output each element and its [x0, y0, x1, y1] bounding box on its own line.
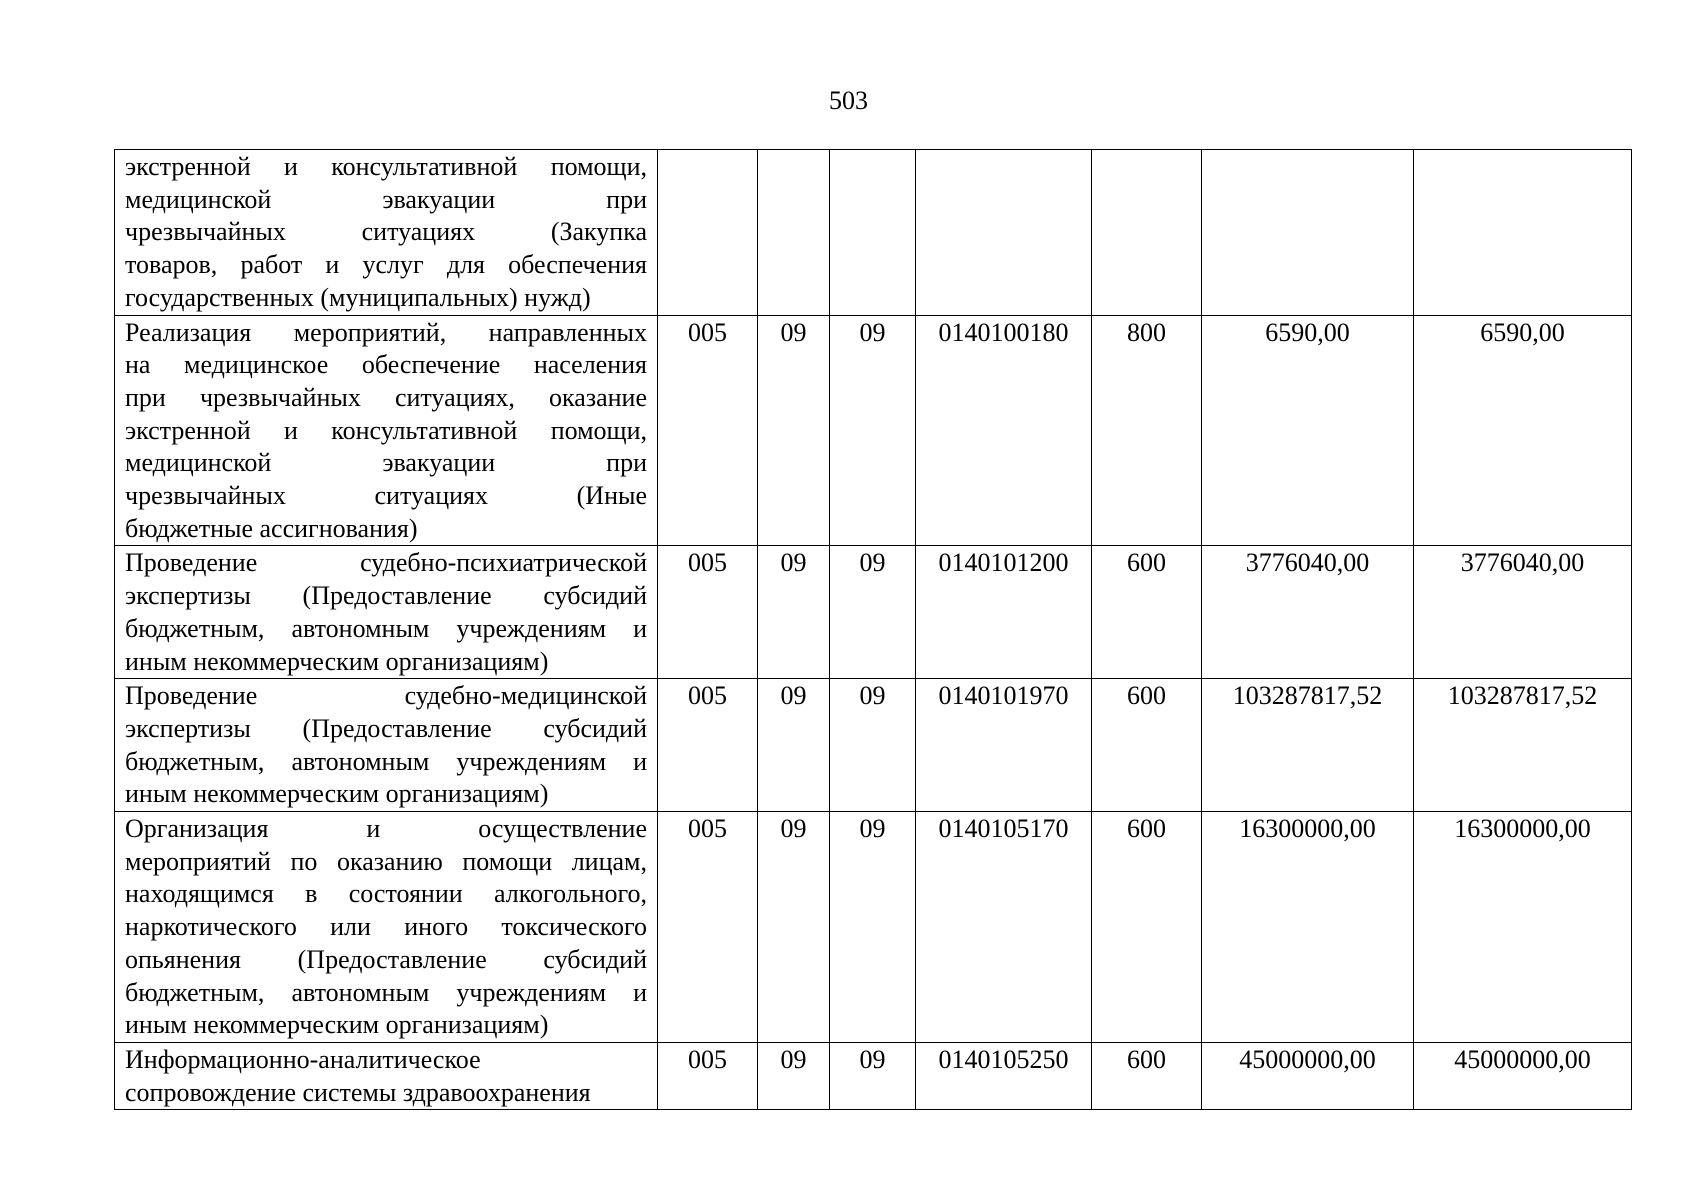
description-line: чрезвычайных ситуациях (Закупка [125, 217, 647, 247]
description-line: Проведение судебно-психиатрической [125, 548, 647, 578]
amount-2-cell [1414, 150, 1632, 316]
section-code-cell [758, 150, 830, 316]
subsection-code-cell: 09 [830, 315, 916, 546]
table-row [115, 812, 1632, 1043]
description-line: при чрезвычайных ситуациях, оказание [125, 382, 647, 412]
description-line: бюджетным, автономным учреждениям и [125, 977, 647, 1007]
description-line: мероприятий по оказанию помощи лицам, [125, 846, 647, 876]
description-line: Реализация мероприятий, направленных [125, 317, 647, 347]
description-cell [115, 150, 658, 316]
section-code-cell: 09 [758, 315, 830, 546]
ministry-code-cell: 005 [658, 812, 758, 1043]
table-body [115, 150, 1632, 1110]
description-line: медицинской эвакуации при [125, 448, 647, 478]
description-line: бюджетным, автономным учреждениям и [125, 613, 647, 643]
description-line: экстренной и консультативной помощи, [125, 152, 647, 181]
description-line: бюджетным, автономным учреждениям и [125, 746, 647, 776]
description-line: иным некоммерческим организациям) [125, 646, 549, 676]
amount-2-cell: 3776040,00 [1414, 546, 1632, 679]
ministry-code-cell: 005 [658, 546, 758, 679]
expense-type-cell: 800 [1092, 315, 1202, 546]
amount-2-cell: 45000000,00 [1414, 1042, 1632, 1109]
table-row [115, 150, 1632, 316]
section-code-cell: 09 [758, 546, 830, 679]
description-cell [115, 1042, 658, 1109]
ministry-code-cell: 005 [658, 315, 758, 546]
section-code-cell: 09 [758, 1042, 830, 1109]
description-line: бюджетные ассигнования) [125, 513, 418, 543]
description-line: иным некоммерческим организациям) [125, 1010, 549, 1040]
target-article-cell [916, 150, 1092, 316]
subsection-code-cell: 09 [830, 679, 916, 812]
subsection-code-cell [830, 150, 916, 316]
ministry-code-cell: 005 [658, 1042, 758, 1109]
description-line: Проведение судебно-медицинской [125, 681, 647, 711]
amount-1-cell: 45000000,00 [1202, 1042, 1414, 1109]
amount-1-cell [1202, 150, 1414, 316]
budget-table [114, 149, 1632, 1110]
description-line: государственных (муниципальных) нужд) [125, 282, 591, 312]
table-row [115, 315, 1632, 546]
description-line: иным некоммерческим организациям) [125, 779, 549, 809]
description-line: на медицинское обеспечение населения [125, 350, 647, 380]
target-article-cell: 0140101200 [916, 546, 1092, 679]
description-line: экстренной и консультативной помощи, [125, 415, 647, 445]
amount-2-cell: 16300000,00 [1414, 812, 1632, 1043]
description-line: находящимся в состоянии алкогольного, [125, 879, 647, 909]
expense-type-cell [1092, 150, 1202, 316]
expense-type-cell: 600 [1092, 812, 1202, 1043]
table-row [115, 546, 1632, 679]
target-article-cell: 0140105170 [916, 812, 1092, 1043]
expense-type-cell: 600 [1092, 679, 1202, 812]
description-cell [115, 315, 658, 546]
amount-2-cell: 103287817,52 [1414, 679, 1632, 812]
description-cell [115, 679, 658, 812]
ministry-code-cell [658, 150, 758, 316]
description-cell [115, 812, 658, 1043]
description-line: Информационно-аналитическое [125, 1044, 481, 1074]
amount-1-cell: 103287817,52 [1202, 679, 1414, 812]
description-line: Организация и осуществление [125, 814, 647, 844]
amount-1-cell: 16300000,00 [1202, 812, 1414, 1043]
amount-2-cell: 6590,00 [1414, 315, 1632, 546]
section-code-cell: 09 [758, 679, 830, 812]
description-line: товаров, работ и услуг для обеспечения [125, 250, 647, 280]
table-row [115, 1042, 1632, 1109]
amount-1-cell: 6590,00 [1202, 315, 1414, 546]
subsection-code-cell: 09 [830, 546, 916, 679]
amount-1-cell: 3776040,00 [1202, 546, 1414, 679]
subsection-code-cell: 09 [830, 812, 916, 1043]
target-article-cell: 0140101970 [916, 679, 1092, 812]
target-article-cell: 0140105250 [916, 1042, 1092, 1109]
description-line: экспертизы (Предоставление субсидий [125, 713, 647, 743]
ministry-code-cell: 005 [658, 679, 758, 812]
page-number: 503 [829, 86, 868, 115]
expense-type-cell: 600 [1092, 1042, 1202, 1109]
description-line: наркотического или иного токсического [125, 912, 647, 942]
subsection-code-cell: 09 [830, 1042, 916, 1109]
description-line: опьянения (Предоставление субсидий [125, 944, 647, 974]
section-code-cell: 09 [758, 812, 830, 1043]
description-cell [115, 546, 658, 679]
expense-type-cell: 600 [1092, 546, 1202, 679]
description-line: медицинской эвакуации при [125, 184, 647, 214]
table-row [115, 679, 1632, 812]
description-line: сопровождение системы здравоохранения [125, 1077, 591, 1107]
description-line: чрезвычайных ситуациях (Иные [125, 481, 647, 511]
target-article-cell: 0140100180 [916, 315, 1092, 546]
description-line: экспертизы (Предоставление субсидий [125, 581, 647, 611]
